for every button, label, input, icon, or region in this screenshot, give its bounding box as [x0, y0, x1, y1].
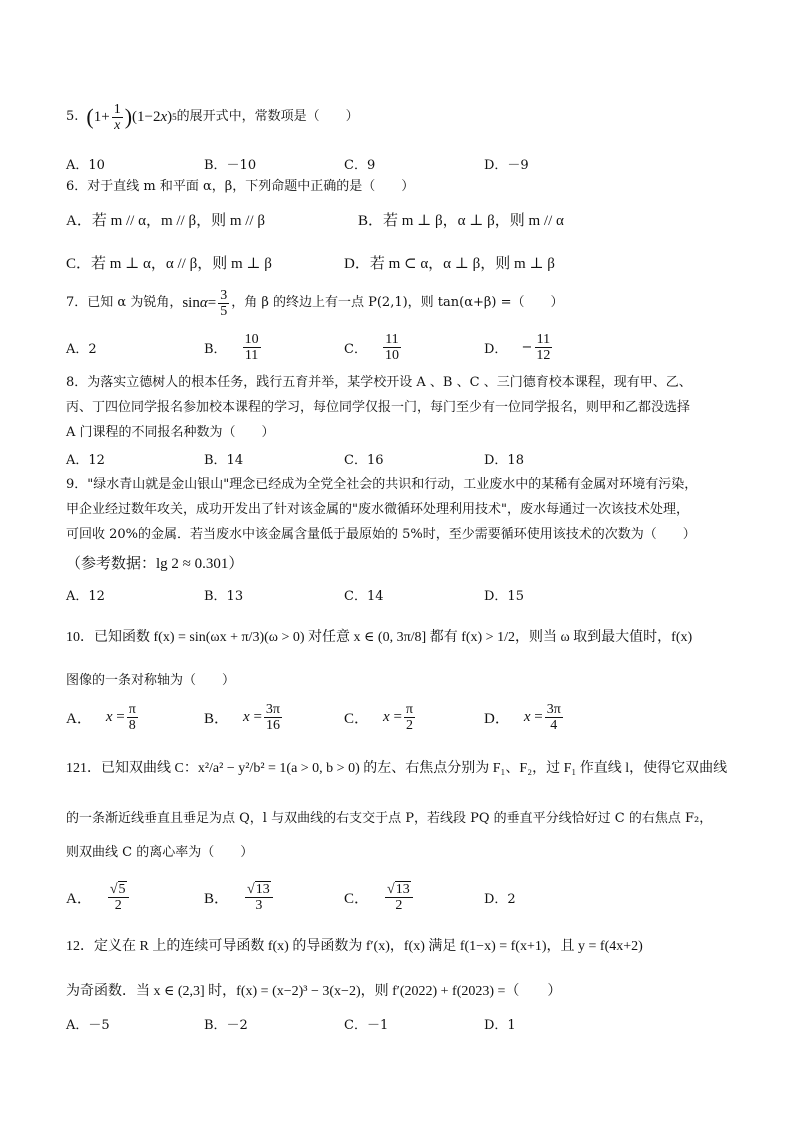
q10-option-a: A． x = $\frac{\pi}{8}$ [66, 701, 136, 733]
q5-expression: ( 1+ $\frac{1}{x}$ ) (1−2 x ) 5 [86, 101, 177, 133]
question-12-line1: 12．定义在 R 上的连续可导函数 f(x) 的导函数为 f′(x)，f(x) 满足 f(1−x) = f(x+1)，且 y = f(4x+2) [66, 939, 643, 954]
q6-option-d: D．若 m ⊂ α，α ⊥ β，则 m ⊥ β [344, 255, 555, 272]
q12-option-a: A．－5 [66, 1017, 110, 1033]
q8-option-c: C．16 [344, 452, 384, 468]
q11-option-b: B． $\frac{√13}{3}$ [204, 880, 275, 914]
question-11-line1: 121．已知双曲线 C：x²/a² − y²/b² = 1(a > 0, b > 0) 的左、右焦点分别为 F₁、F₂，过 F₁ 作直线 l，使得它双曲线 [66, 761, 728, 776]
question-8-line2: 丙、丁四位同学报名参加校本课程的学习，每位同学仅报一门，每门至少有一位同学报名，则甲和乙都没选择 [66, 400, 691, 415]
question-8-line1: 8．为落实立德树人的根本任务，践行五育并举，某学校开设 A 、B 、C 、三门德育校本课程，现有甲、乙、 [66, 375, 692, 390]
q8-options [66, 441, 766, 475]
q10-options [66, 700, 766, 734]
q11-option-c: C． $\frac{√13}{2}$ [344, 880, 415, 914]
question-11-line2: 的一条渐近线垂直且垂足为点 Q，l 与双曲线的右支交于点 P，若线段 PQ 的垂直平分线恰好过 C 的右焦点 F₂， [66, 811, 713, 826]
question-9-line1: 9．"绿水青山就是金山银山"理念已经成为全党全社会的共识和行动，工业废水中的某稀有金属对环境有污染， [66, 477, 698, 492]
q9-option-a: A．12 [66, 588, 105, 604]
q12-option-c: C．－1 [344, 1017, 389, 1033]
q12-option-b: B．－2 [204, 1017, 248, 1033]
q10-option-b: B． x = $\frac{3\pi}{16}$ [204, 701, 280, 733]
q9-option-b: B．13 [204, 588, 244, 604]
q5-option-d: D．－9 [484, 157, 529, 173]
question-8-line3: A 门课程的不同报名种数为（ ） [66, 425, 275, 440]
q5-options [66, 146, 766, 180]
q12-option-d: D．1 [484, 1017, 516, 1033]
q8-option-a: A．12 [66, 452, 105, 468]
question-11-line3: 则双曲线 C 的离心率为（ ） [66, 845, 254, 860]
q7-prefix: 7．已知 α 为锐角， [66, 295, 183, 310]
question-9-line2: 甲企业经过数年攻关，成功开发出了针对该金属的"废水微循环处理利用技术"，废水每通过一次该技术处理， [66, 502, 689, 517]
q9-option-c: C．14 [344, 588, 384, 604]
question-9-reference: （参考数据：lg 2 ≈ 0.301） [66, 556, 244, 572]
q9-options [66, 577, 766, 611]
question-7-stem [66, 286, 564, 320]
q6-option-a: A．若 m // α，m // β，则 m // β [66, 212, 265, 229]
q8-option-b: B．14 [204, 452, 244, 468]
q7-option-d: D． − $\frac{11}{12}$ [484, 331, 551, 363]
q6-options-row2 [66, 245, 766, 279]
q6-option-c: C．若 m ⊥ α，α // β，则 m ⊥ β [66, 255, 272, 272]
q5-option-b: B．－10 [204, 157, 257, 173]
question-10-line2: 图像的一条对称轴为（ ） [66, 673, 236, 688]
q5-number: 5. [66, 109, 79, 124]
question-12-line2: 为奇函数．当 x ∈ (2,3] 时，f(x) = (x−2)³ − 3(x−2)，则 f′(2022) + f(2023) =（ ） [66, 984, 562, 999]
q7-option-b: B． $\frac{10}{11}$ [204, 331, 259, 363]
q5-option-c: C．9 [344, 157, 376, 173]
q11-options [66, 880, 766, 914]
question-6-stem: 6．对于直线 m 和平面 α，β，下列命题中正确的是（ ） [66, 179, 415, 194]
q10-option-c: C． x = $\frac{\pi}{2}$ [344, 701, 413, 733]
q6-options-row1 [66, 202, 766, 236]
q7-option-c: C． $\frac{11}{10}$ [344, 331, 399, 363]
q5-text: 的展开式中，常数项是（ ） [176, 109, 359, 124]
q8-option-d: D．18 [484, 452, 524, 468]
q7-option-a: A．2 [66, 341, 97, 357]
q6-option-b: B．若 m ⊥ β，α ⊥ β，则 m // α [358, 212, 564, 229]
question-5-stem [66, 100, 359, 134]
q12-options [66, 1006, 766, 1040]
question-10-line1: 10．已知函数 f(x) = sin(ωx + π/3)(ω > 0) 对任意 x ∈ (0, 3π/8] 都有 f(x) > 1/2，则当 ω 取到最大值时，f(x) [66, 630, 693, 645]
q10-option-d: D． x = $\frac{3\pi}{4}$ [484, 701, 561, 733]
question-9-line3: 可回收 20%的金属．若当废水中该金属含量低于最原始的 5%时，至少需要循环使用该技术的次数为（ ） [66, 527, 696, 542]
q11-option-a: A． $\frac{√5}{2}$ [66, 880, 131, 914]
q7-options [66, 330, 766, 364]
q7-middle: ，角 β 的终边上有一点 P(2,1)，则 tan(α+β) =（ ） [231, 295, 564, 310]
q11-option-d: D．2 [484, 891, 516, 907]
q5-option-a: A．10 [66, 157, 105, 173]
q7-sin-expression: sin α = $\frac{3}{5}$ [182, 287, 228, 319]
q9-option-d: D．15 [484, 588, 524, 604]
